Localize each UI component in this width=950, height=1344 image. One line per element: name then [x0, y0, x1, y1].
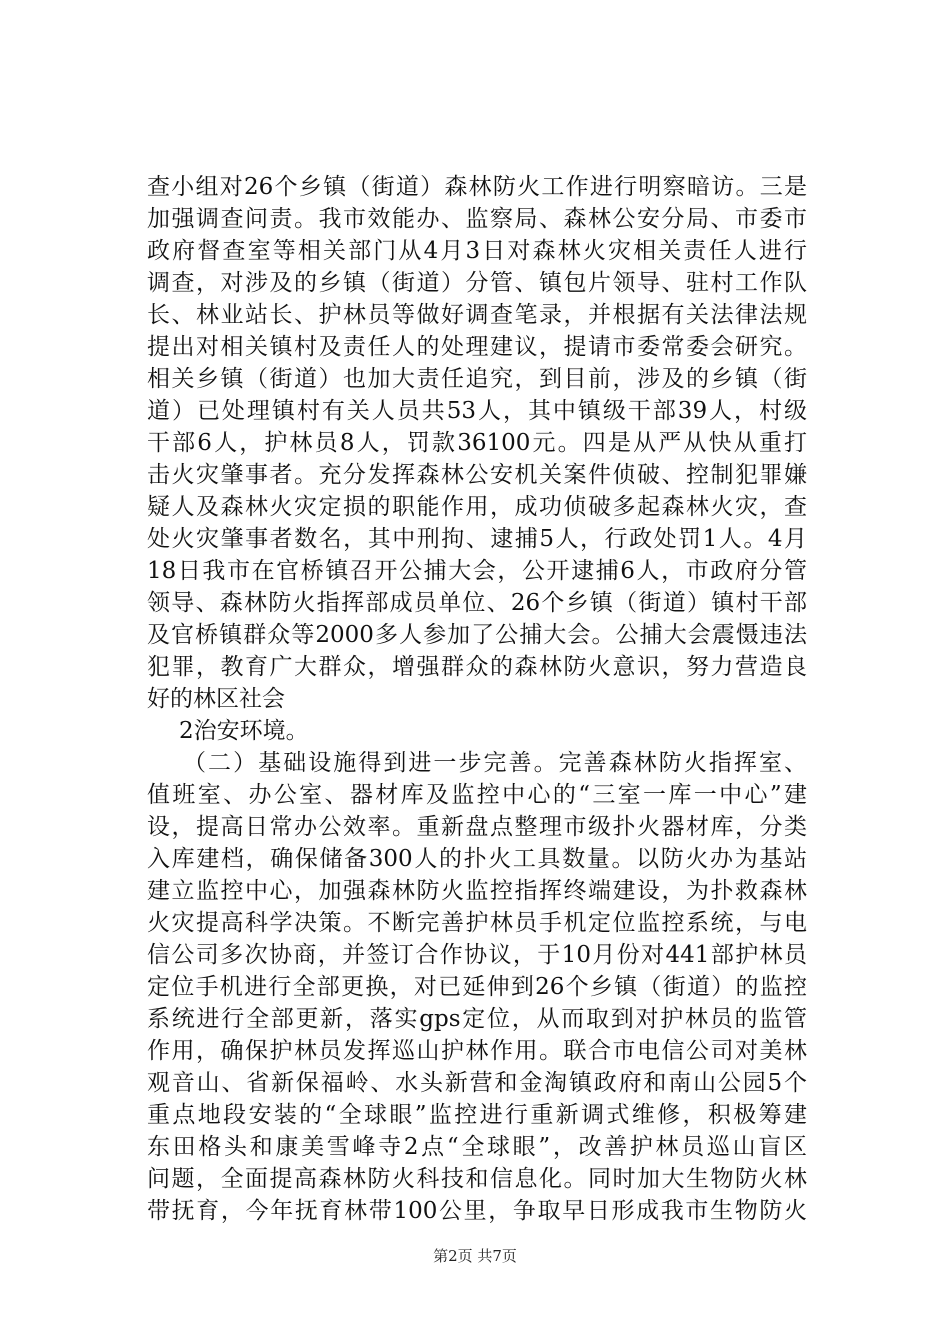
text-line: 加强调查问责。我市效能办、监察局、森林公安分局、市委市	[147, 206, 807, 232]
text-line: 处火灾肇事者数名，其中刑拘、逮捕5人，行政处罚1人。4月	[147, 526, 807, 552]
text-line: 作用，确保护林员发挥巡山护林作用。联合市电信公司对美林	[147, 1038, 807, 1064]
text-line: 18日我市在官桥镇召开公捕大会，公开逮捕6人，市政府分管	[147, 558, 807, 584]
text-line: 定位手机进行全部更换，对已延伸到26个乡镇（街道）的监控	[147, 974, 807, 1000]
text-line: 好的林区社会	[147, 686, 285, 712]
text-line: 带抚育，今年抚育林带100公里，争取早日形成我市生物防火	[147, 1198, 807, 1224]
text-line: 相关乡镇（街道）也加大责任追究，到目前，涉及的乡镇（街	[147, 366, 807, 392]
text-line: 查小组对26个乡镇（街道）森林防火工作进行明察暗访。三是	[147, 174, 807, 200]
text-line: 及官桥镇群众等2000多人参加了公捕大会。公捕大会震慑违法	[147, 622, 807, 648]
text-line: 干部6人，护林员8人，罚款36100元。四是从严从快从重打	[147, 430, 807, 456]
text-line: 火灾提高科学决策。不断完善护林员手机定位监控系统，与电	[147, 910, 807, 936]
section-heading-line: （二）基础设施得到进一步完善。完善森林防火指挥室、	[183, 750, 807, 776]
text-line: 调查，对涉及的乡镇（街道）分管、镇包片领导、驻村工作队	[147, 270, 807, 296]
text-line: 长、林业站长、护林员等做好调查笔录，并根据有关法律法规	[147, 302, 807, 328]
text-line: 东田格头和康美雪峰寺2点“全球眼”，改善护林员巡山盲区	[147, 1134, 807, 1160]
text-line: 犯罪，教育广大群众，增强群众的森林防火意识，努力营造良	[147, 654, 807, 680]
text-line: 设，提高日常办公效率。重新盘点整理市级扑火器材库，分类	[147, 814, 807, 840]
text-line: 观音山、省新保福岭、水头新营和金淘镇政府和南山公园5个	[147, 1070, 807, 1096]
text-line: 入库建档，确保储备300人的扑火工具数量。以防火办为基站	[147, 846, 807, 872]
text-line: 问题，全面提高森林防火科技和信息化。同时加大生物防火林	[147, 1166, 807, 1192]
page-footer	[0, 1246, 950, 1266]
text-line: 重点地段安装的“全球眼”监控进行重新调式维修，积极筹建	[147, 1102, 807, 1128]
text-line: 值班室、办公室、器材库及监控中心的“三室一库一中心”建	[147, 782, 807, 808]
text-line: 系统进行全部更新，落实gps定位，从而取到对护林员的监管	[147, 1006, 807, 1032]
page-number: 第2页 共7页	[433, 1247, 517, 1265]
text-line: 击火灾肇事者。充分发挥森林公安机关案件侦破、控制犯罪嫌	[147, 462, 807, 488]
document-body	[147, 171, 807, 1227]
text-line: 领导、森林防火指挥部成员单位、26个乡镇（街道）镇村干部	[147, 590, 807, 616]
text-line: 2治安环境。	[179, 718, 309, 744]
text-line: 提出对相关镇村及责任人的处理建议，提请市委常委会研究。	[147, 334, 807, 360]
text-line: 建立监控中心，加强森林防火监控指挥终端建设，为扑救森林	[147, 878, 807, 904]
text-line: 道）已处理镇村有关人员共53人，其中镇级干部39人，村级	[147, 398, 807, 424]
text-line: 信公司多次协商，并签订合作协议，于10月份对441部护林员	[147, 942, 807, 968]
text-line: 政府督查室等相关部门从4月3日对森林火灾相关责任人进行	[147, 238, 807, 264]
text-line: 疑人及森林火灾定损的职能作用，成功侦破多起森林火灾，查	[147, 494, 807, 520]
